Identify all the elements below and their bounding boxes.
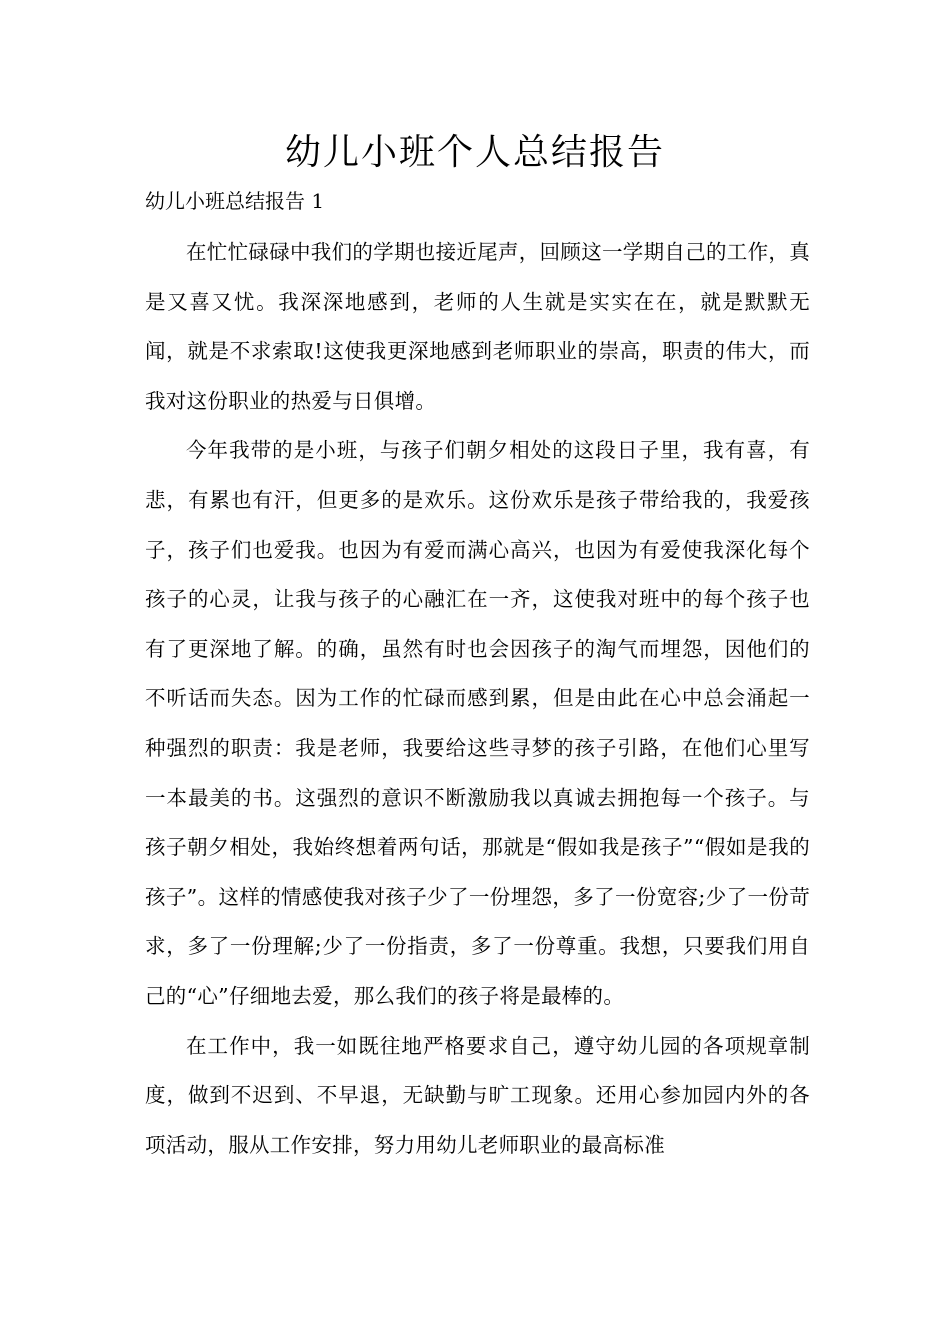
paragraph: 今年我带的是小班，与孩子们朝夕相处的这段日子里，我有喜，有悲，有累也有汗，但更多的是欢乐。这份欢乐是孩子带给我的，我爱孩子，孩子们也爱我。也因为有爱而满心高兴，也因为有爱使我深化每个孩子的心灵，让我与孩子的心融汇在一齐，这使我对班中的每个孩子也有了更深地了解。的确，虽然有时也会因孩子的淘气而埋怨，因他们的不听话而失态。因为工作的忙碌而感到累，但是由此在心中总会涌起一种强烈的职责：我是老师，我要给这些寻梦的孩子引路，在他们心里写一本最美的书。这强烈的意识不断激励我以真诚去拥抱每一个孩子。与孩子朝夕相处，我始终想着两句话，那就是“假如我是孩子”“假如是我的孩子”。这样的情感使我对孩子少了一份埋怨，多了一份宽容;少了一份苛求，多了一份理解;少了一份指责，多了一份尊重。我想，只要我们用自己的“心”仔细地去爱，那么我们的孩子将是最棒的。 (145, 438, 810, 1008)
paragraph: 在工作中，我一如既往地严格要求自己，遵守幼儿园的各项规章制度，做到不迟到、不早退，无缺勤与旷工现象。还用心参加园内外的各项活动，服从工作安排，努力用幼儿老师职业的最高标准 (145, 1033, 810, 1157)
document-subtitle: 幼儿小班总结报告 1 (145, 189, 325, 213)
document-body (145, 228, 810, 1170)
paragraph: 在忙忙碌碌中我们的学期也接近尾声，回顾这一学期自己的工作，真是又喜又忧。我深深地感到，老师的人生就是实实在在，就是默默无闻，就是不求索取!这使我更深地感到老师职业的崇高，职责的伟大，而我对这份职业的热爱与日俱增。 (145, 240, 810, 413)
document-title: 幼儿小班个人总结报告 (284, 132, 665, 173)
